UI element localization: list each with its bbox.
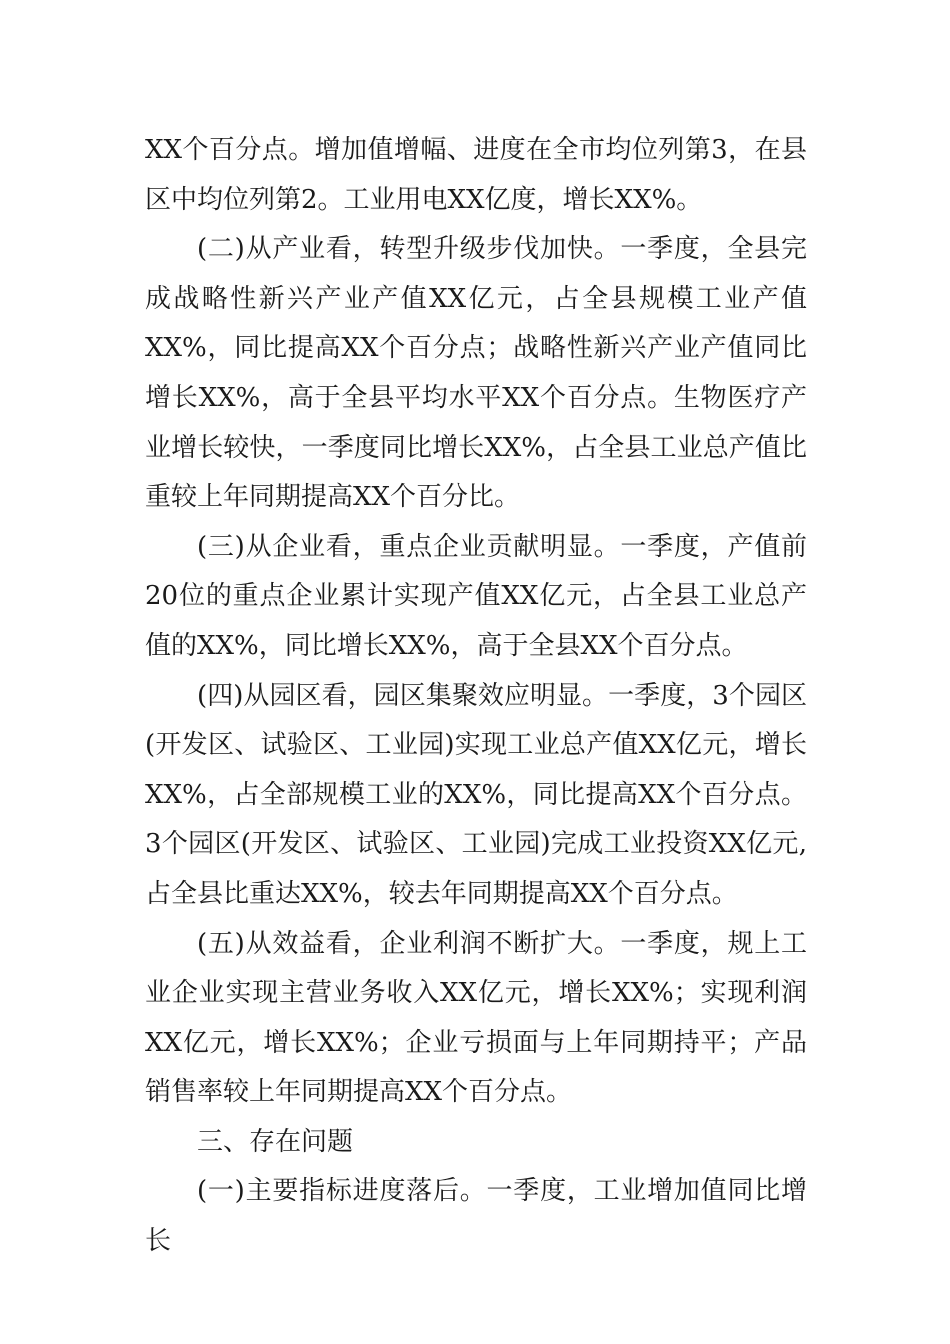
paragraph-enterprise: (三)从企业看，重点企业贡献明显。一季度，产值前20位的重点企业累计实现产值XX亿元，占全县工业总产值的XX%，同比增长XX%，高于全县XX个百分点。 bbox=[145, 531, 807, 661]
paragraph-industry: (二)从产业看，转型升级步伐加快。一季度，全县完成战略性新兴产业产值XX亿元，占全县规模工业产值XX%，同比提高XX个百分点；战略性新兴产业产值同比增长XX%，高于全县平均水平XX个百分点。生物医疗产业增长较快，一季度同比增长XX%，占全县工业总产值比重较上年同期提高XX个百分比。 bbox=[145, 234, 807, 513]
section-heading-problems: 三、存在问题 bbox=[197, 1126, 354, 1157]
paragraph-benefit: (五)从效益看，企业利润不断扩大。一季度，规上工业企业实现主营业务收入XX亿元，增长XX%；实现利润XX亿元，增长XX%；企业亏损面与上年同期持平；产品销售率较上年同期提高XX个百分点。 bbox=[145, 928, 807, 1108]
document-body bbox=[145, 126, 807, 1267]
paragraph-continuation: XX个百分点。增加值增幅、进度在全市均位列第3，在县区中均位列第2。工业用电XX亿度，增长XX%。 bbox=[145, 135, 807, 215]
paragraph-problem-one: (一)主要指标进度落后。一季度，工业增加值同比增长 bbox=[145, 1176, 807, 1257]
paragraph-park: (四)从园区看，园区集聚效应明显。一季度，3个园区(开发区、试验区、工业园)实现工业总产值XX亿元，增长XX%，占全部规模工业的XX%，同比提高XX个百分点。3个园区(开发区、试验区、工业园)完成工业投资XX亿元,占全县比重达XX%，较去年同期提高XX个百分点。 bbox=[145, 680, 807, 909]
